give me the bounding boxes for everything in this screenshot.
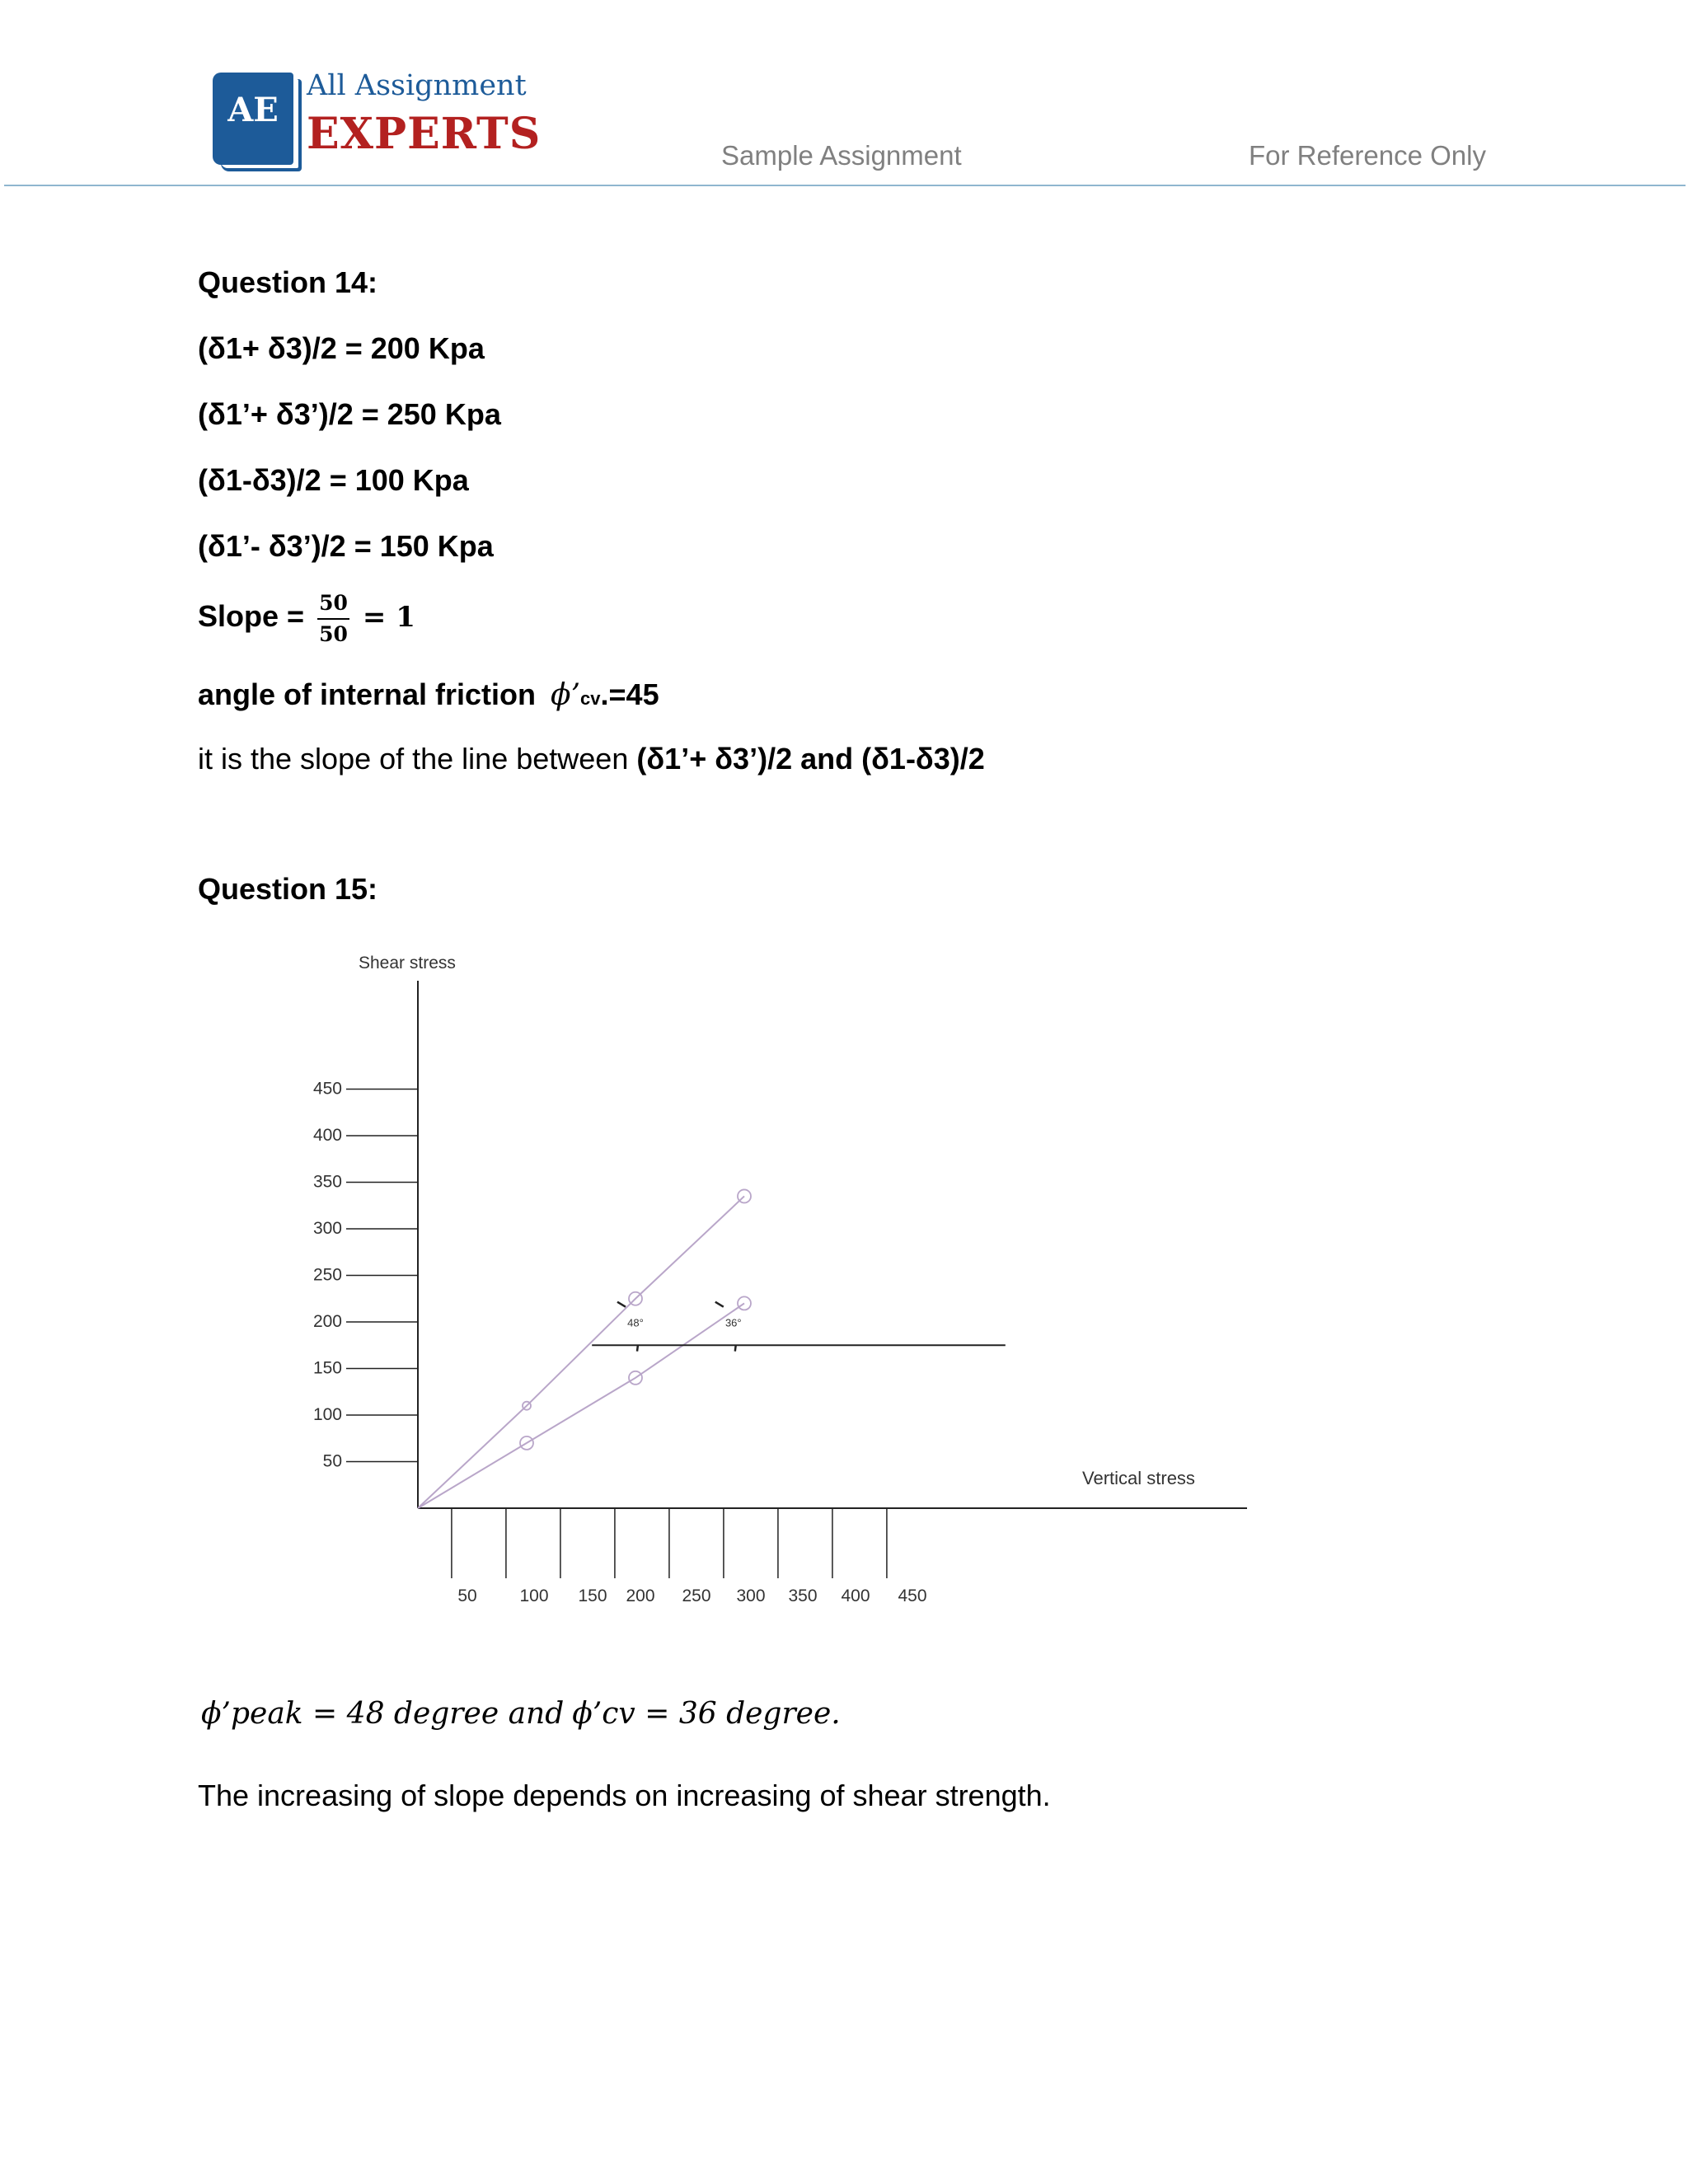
x-tick-label-350: 350 [788,1586,818,1605]
slope-numerator: 50 [317,592,349,620]
q15-conclusion: The increasing of slope depends on increasing of shear strength. [198,1779,1051,1812]
q14-equation-2: (δ1’+ δ3’)/2 = 250 Kpa [198,397,501,431]
explanation-text: it is the slope of the line between [198,742,629,776]
series-line-1 [418,1196,744,1508]
q14-explanation [198,742,985,776]
angle-label: angle of internal friction [198,677,537,711]
slope-result: = 1 [362,601,415,635]
q14-equation-1: (δ1+ δ3)/2 = 200 Kpa [198,331,485,365]
explanation-bold: (δ1’+ δ3’)/2 and (δ1-δ3)/2 [636,742,985,776]
q14-slope [198,592,415,645]
header-sample-label: Sample Assignment [721,140,962,171]
q15-heading: Question 15: [198,872,378,906]
result-peak: ϕ’peak = 48 degree and [201,1697,565,1731]
y-tick-label-100: 100 [312,1405,342,1424]
logo-brand-line1: All Assignment [307,69,527,102]
angle-value: .=45 [600,677,659,711]
angle-marker-lower-2 [735,1345,736,1352]
series-1-point-3 [738,1189,751,1202]
logo-mark [213,73,293,165]
y-tick-label-300: 300 [312,1219,342,1238]
q14-heading: Question 14: [198,265,378,299]
q14-angle [198,677,659,712]
x-tick-label-100: 100 [519,1586,549,1605]
result-cv: ϕ’cv = 36 degree. [572,1697,841,1731]
slope-label: Slope = [198,599,305,634]
logo-mark-text: AE [227,91,279,129]
x-tick-label-300: 300 [736,1586,766,1605]
q15-result [201,1696,841,1731]
angle-annotation-1: 48° [627,1316,644,1329]
x-tick-label-450: 450 [898,1586,927,1605]
q14-equation-4: (δ1’- δ3’)/2 = 150 Kpa [198,529,494,563]
x-axis-label: Vertical stress [1082,1468,1195,1488]
slope-fraction [317,592,349,645]
angle-marker-upper-2 [715,1302,724,1307]
y-tick-label-150: 150 [312,1358,342,1378]
y-tick-label-200: 200 [312,1312,342,1331]
header-reference-label: For Reference Only [1249,140,1486,171]
y-axis-label: Shear stress [359,954,456,972]
y-tick-label-250: 250 [312,1265,342,1285]
y-tick-label-400: 400 [312,1126,342,1145]
angle-annotation-2: 36° [724,1316,742,1329]
angle-marker-upper-1 [617,1302,626,1307]
x-tick-label-400: 400 [841,1586,870,1605]
y-tick-label-50: 50 [322,1451,342,1471]
x-tick-label-250: 250 [682,1586,711,1605]
logo-brand-line2: EXPERTS [307,109,542,159]
y-tick-label-350: 350 [312,1172,342,1192]
stress-chart [272,940,1311,1615]
x-tick-label-200: 200 [626,1586,655,1605]
x-tick-label-150: 150 [578,1586,607,1605]
phi-symbol: ϕ’ [551,678,581,712]
header-divider [4,185,1686,186]
angle-subscript: cv [580,688,601,709]
q14-equation-3: (δ1-δ3)/2 = 100 Kpa [198,463,469,497]
series-line-2 [418,1303,744,1508]
y-tick-label-450: 450 [312,1079,342,1099]
angle-marker-lower-1 [637,1345,638,1352]
x-tick-label-50: 50 [457,1586,477,1605]
slope-denominator: 50 [319,621,348,646]
